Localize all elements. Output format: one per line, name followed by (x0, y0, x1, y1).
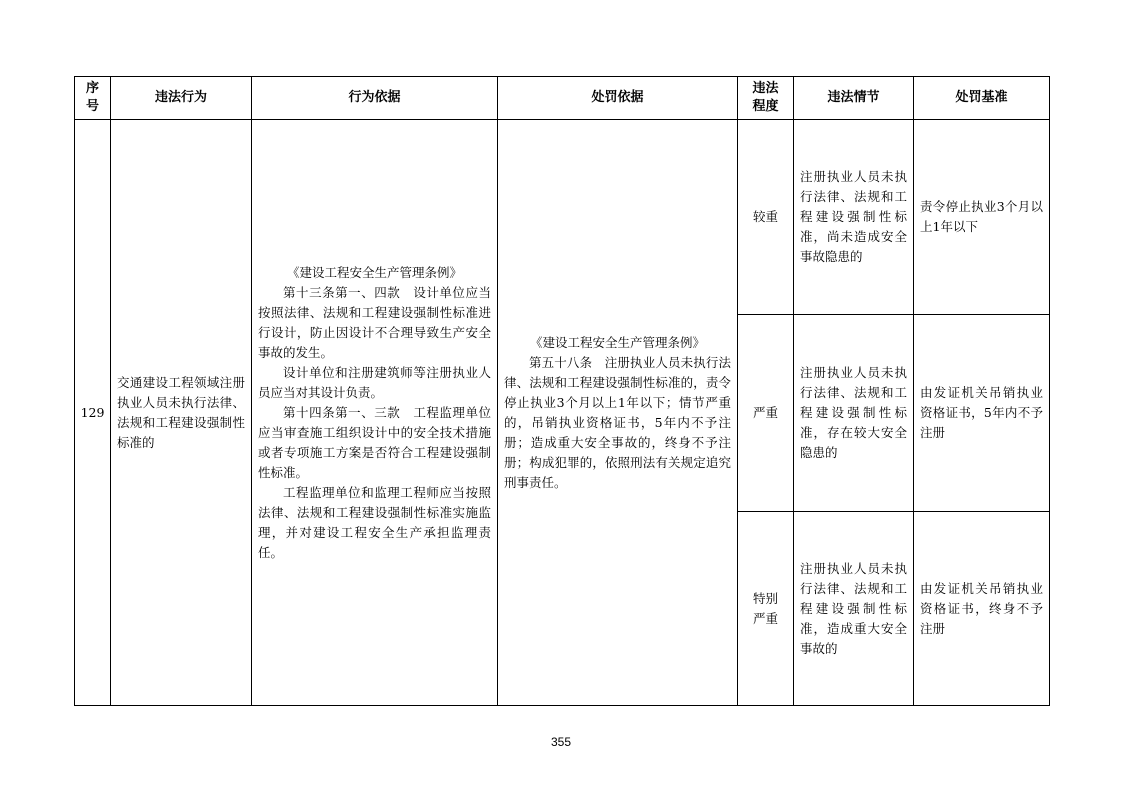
header-penalty-basis: 处罚依据 (498, 77, 738, 120)
degree-line: 严重 (752, 405, 778, 420)
level-degree (738, 315, 794, 512)
penalty-basis-title: 《建设工程安全生产管理条例》 (529, 334, 705, 350)
violation-text: 交通建设工程领域注册执业人员未执行法律、法规和工程建设强制性标准的 (117, 374, 245, 450)
header-violation: 违法行为 (111, 77, 252, 120)
level-standard (914, 315, 1050, 512)
row-penalty-basis (498, 120, 738, 706)
header-degree-line1: 违法 (752, 81, 779, 96)
level-standard (914, 512, 1050, 706)
header-seq-line2: 号 (85, 99, 99, 114)
penalty-basis-paragraph: 第五十八条 注册执业人员未执行法律、法规和工程建设强制性标准的，责令停止执业3个月以上1年以下；情节严重的，吊销执业资格证书，5年内不予注册；造成重大安全事故的，终身不予注册；构成犯罪的，依照刑法有关规定追究刑事责任。 (504, 354, 731, 490)
row-violation (111, 120, 252, 706)
degree-line: 严重 (752, 610, 778, 626)
header-basis: 行为依据 (252, 77, 498, 120)
header-seq (75, 77, 111, 120)
circumstance-text: 注册执业人员未执行法律、法规和工程建设强制性标准，存在较大安全隐患的 (800, 365, 907, 460)
page-number: 355 (550, 735, 572, 749)
basis-paragraph: 第十四条第一、三款 工程监理单位应当审查施工组织设计中的安全技术措施或者专项施工方案是否符合工程建设强制性标准。 (258, 404, 491, 480)
table-header-row (75, 77, 1050, 120)
standard-text: 由发证机关吊销执业资格证书，5年内不予注册 (920, 385, 1043, 440)
level-standard (914, 120, 1050, 315)
basis-paragraph: 工程监理单位和监理工程师应当按照法律、法规和工程建设强制性标准实施监理，并对建设工程安全生产承担监理责任。 (258, 484, 491, 560)
degree-line: 特别 (752, 590, 778, 606)
basis-text (252, 263, 497, 563)
standard-text: 由发证机关吊销执业资格证书，终身不予注册 (920, 580, 1043, 636)
penalty-standard-table (74, 76, 1050, 706)
header-standard: 处罚基准 (914, 77, 1050, 120)
header-seq-line1: 序 (85, 81, 99, 96)
basis-paragraph: 设计单位和注册建筑师等注册执业人员应当对其设计负责。 (258, 364, 491, 400)
level-circumstance (794, 315, 914, 512)
circumstance-text: 注册执业人员未执行法律、法规和工程建设强制性标准，尚未造成安全事故隐患的 (800, 169, 907, 264)
level-degree (738, 512, 794, 706)
level-circumstance (794, 512, 914, 706)
basis-paragraph: 第十三条第一、四款 设计单位应当按照法律、法规和工程建设强制性标准进行设计，防止因设计不合理导致生产安全事故的发生。 (258, 284, 491, 360)
level-circumstance (794, 120, 914, 315)
header-degree-line2: 程度 (752, 99, 779, 114)
header-degree (738, 77, 794, 120)
table-row (75, 120, 1050, 315)
penalty-table-container (74, 76, 1049, 704)
penalty-basis-text (498, 333, 737, 493)
row-basis (252, 120, 498, 706)
level-degree (738, 120, 794, 315)
header-circumstance: 违法情节 (794, 77, 914, 120)
row-seq: 129 (75, 120, 111, 706)
standard-text: 责令停止执业3个月以上1年以下 (920, 199, 1043, 234)
degree-line: 较重 (752, 209, 778, 224)
basis-title: 《建设工程安全生产管理条例》 (286, 264, 462, 280)
circumstance-text: 注册执业人员未执行法律、法规和工程建设强制性标准，造成重大安全事故的 (800, 560, 907, 656)
